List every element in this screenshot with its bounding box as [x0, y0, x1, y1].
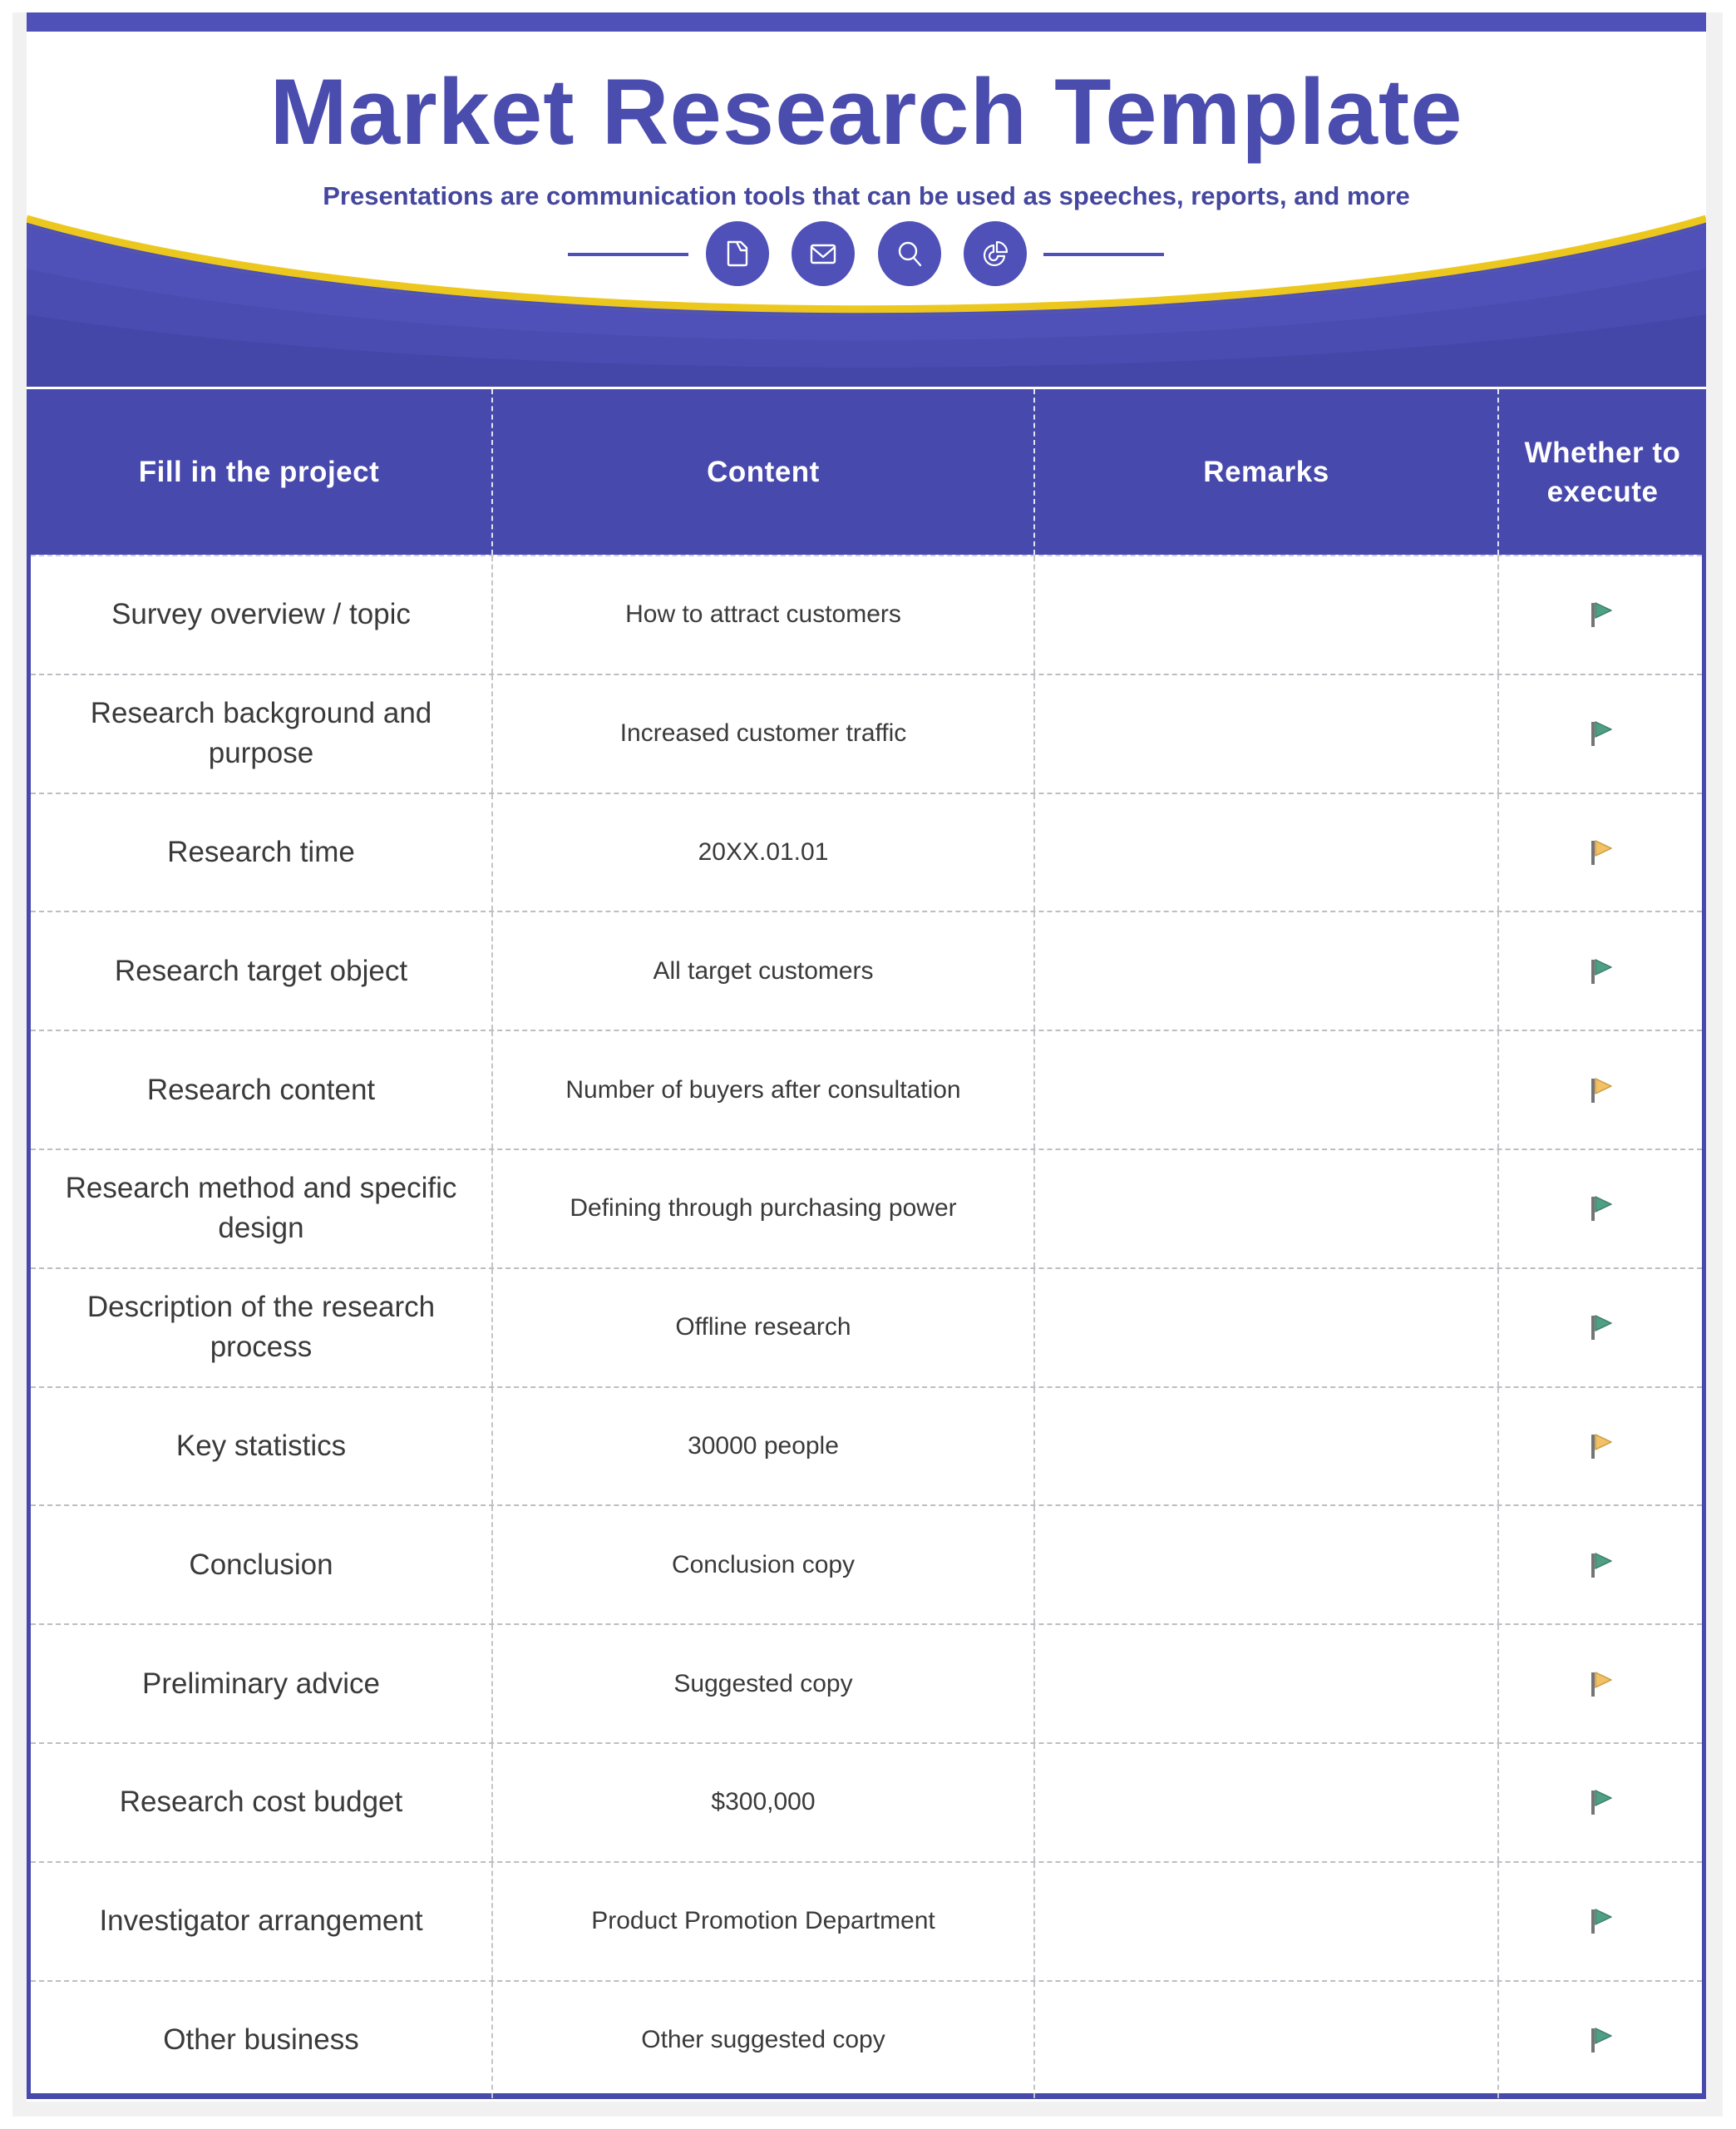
- flag-yellow-icon[interactable]: [1584, 1667, 1617, 1701]
- remarks-cell[interactable]: [1033, 1625, 1497, 1742]
- document-icon: [721, 237, 754, 270]
- execute-cell[interactable]: [1497, 1506, 1702, 1623]
- header-banner: [27, 32, 1706, 387]
- project-cell: Description of the research process: [86, 1291, 436, 1364]
- execute-cell[interactable]: [1497, 1388, 1702, 1505]
- remarks-cell[interactable]: [1033, 1744, 1497, 1861]
- column-header-remarks: Remarks: [1033, 389, 1497, 555]
- execute-cell[interactable]: [1497, 912, 1702, 1030]
- table-row: [31, 911, 1702, 1030]
- execute-cell[interactable]: [1497, 1863, 1702, 1980]
- execute-cell[interactable]: [1497, 1150, 1702, 1267]
- remarks-cell[interactable]: [1033, 1863, 1497, 1980]
- execute-cell[interactable]: [1497, 675, 1702, 793]
- table-row: [31, 1267, 1702, 1386]
- page-title: Market Research Template: [269, 60, 1463, 164]
- research-table: [27, 389, 1706, 2102]
- project-cell: Research method and specific design: [65, 1172, 457, 1245]
- table-row: [31, 793, 1702, 911]
- content-cell[interactable]: Defining through purchasing power: [491, 1150, 1033, 1267]
- content-cell[interactable]: 20XX.01.01: [491, 794, 1033, 911]
- project-cell: Research content: [146, 1073, 376, 1106]
- table-row: [31, 1861, 1702, 1980]
- column-header-project: Fill in the project: [138, 456, 380, 488]
- content-cell[interactable]: All target customers: [491, 912, 1033, 1030]
- divider-line-right: [1043, 253, 1164, 256]
- table-row: [31, 1148, 1702, 1267]
- execute-cell[interactable]: [1497, 1031, 1702, 1148]
- remarks-cell[interactable]: [1033, 1031, 1497, 1148]
- remarks-cell[interactable]: [1033, 1506, 1497, 1623]
- flag-yellow-icon[interactable]: [1584, 1074, 1617, 1107]
- content-cell[interactable]: $300,000: [491, 1744, 1033, 1861]
- project-cell: Research time: [167, 835, 355, 868]
- remarks-cell[interactable]: [1033, 556, 1497, 674]
- remarks-cell[interactable]: [1033, 912, 1497, 1030]
- project-cell: Key statistics: [175, 1429, 347, 1462]
- content-cell[interactable]: Conclusion copy: [491, 1506, 1033, 1623]
- execute-cell[interactable]: [1497, 794, 1702, 911]
- table-row: [31, 1386, 1702, 1505]
- project-cell: Conclusion: [189, 1548, 333, 1581]
- table-row: [31, 1742, 1702, 1861]
- project-cell: Research target object: [114, 954, 408, 987]
- remarks-cell[interactable]: [1033, 1388, 1497, 1505]
- remarks-cell[interactable]: [1033, 1269, 1497, 1386]
- flag-green-icon[interactable]: [1584, 1904, 1617, 1938]
- content-cell[interactable]: Product Promotion Department: [491, 1863, 1033, 1980]
- execute-cell[interactable]: [1497, 1982, 1702, 2099]
- content-cell[interactable]: Offline research: [491, 1269, 1033, 1386]
- table-row: [31, 555, 1702, 674]
- search-button[interactable]: [878, 221, 941, 286]
- execute-cell[interactable]: [1497, 1744, 1702, 1861]
- template-sheet: [27, 12, 1706, 2102]
- table-body: [27, 555, 1706, 2099]
- pie-chart-icon: [979, 237, 1012, 270]
- flag-green-icon[interactable]: [1584, 1549, 1617, 1582]
- page-subtitle: Presentations are communication tools that can be used as speeches, reports, and more: [323, 181, 1410, 210]
- remarks-cell[interactable]: [1033, 1150, 1497, 1267]
- mail-button[interactable]: [792, 221, 855, 286]
- flag-yellow-icon[interactable]: [1584, 1430, 1617, 1463]
- flag-yellow-icon[interactable]: [1584, 836, 1617, 869]
- column-header-content: Content: [491, 389, 1033, 555]
- execute-cell[interactable]: [1497, 556, 1702, 674]
- document-button[interactable]: [706, 221, 769, 286]
- content-cell[interactable]: 30000 people: [491, 1388, 1033, 1505]
- content-cell[interactable]: Suggested copy: [491, 1625, 1033, 1742]
- divider-line-left: [568, 253, 688, 256]
- flag-green-icon[interactable]: [1584, 1786, 1617, 1819]
- chart-button[interactable]: [964, 221, 1027, 286]
- icon-row: [27, 221, 1706, 288]
- project-cell: Other business: [163, 2023, 359, 2056]
- table-row: [31, 1030, 1702, 1148]
- project-cell: Survey overview / topic: [111, 598, 411, 631]
- remarks-cell[interactable]: [1033, 675, 1497, 793]
- column-header-execute: Whether to execute: [1497, 389, 1706, 555]
- content-cell[interactable]: Number of buyers after consultation: [491, 1031, 1033, 1148]
- remarks-cell[interactable]: [1033, 794, 1497, 911]
- flag-green-icon[interactable]: [1584, 1192, 1617, 1225]
- top-accent-bar: [27, 12, 1706, 32]
- project-cell: Research cost budget: [119, 1786, 403, 1819]
- content-cell[interactable]: Other suggested copy: [491, 1982, 1033, 2099]
- table-header: [27, 389, 1706, 555]
- project-cell: Research background and purpose: [90, 697, 432, 770]
- flag-green-icon[interactable]: [1584, 955, 1617, 988]
- flag-green-icon[interactable]: [1584, 598, 1617, 631]
- mail-icon: [806, 237, 840, 270]
- execute-cell[interactable]: [1497, 1625, 1702, 1742]
- execute-cell[interactable]: [1497, 1269, 1702, 1386]
- content-cell[interactable]: How to attract customers: [491, 556, 1033, 674]
- project-cell: Investigator arrangement: [99, 1904, 423, 1938]
- project-cell: Preliminary advice: [142, 1667, 380, 1700]
- table-row: [31, 1504, 1702, 1623]
- table-row: [31, 1623, 1702, 1742]
- content-cell[interactable]: Increased customer traffic: [491, 675, 1033, 793]
- table-row: [31, 1980, 1702, 2099]
- flag-green-icon[interactable]: [1584, 2023, 1617, 2057]
- remarks-cell[interactable]: [1033, 1982, 1497, 2099]
- flag-green-icon[interactable]: [1584, 717, 1617, 750]
- flag-green-icon[interactable]: [1584, 1311, 1617, 1344]
- search-icon: [893, 237, 926, 270]
- table-row: [31, 674, 1702, 793]
